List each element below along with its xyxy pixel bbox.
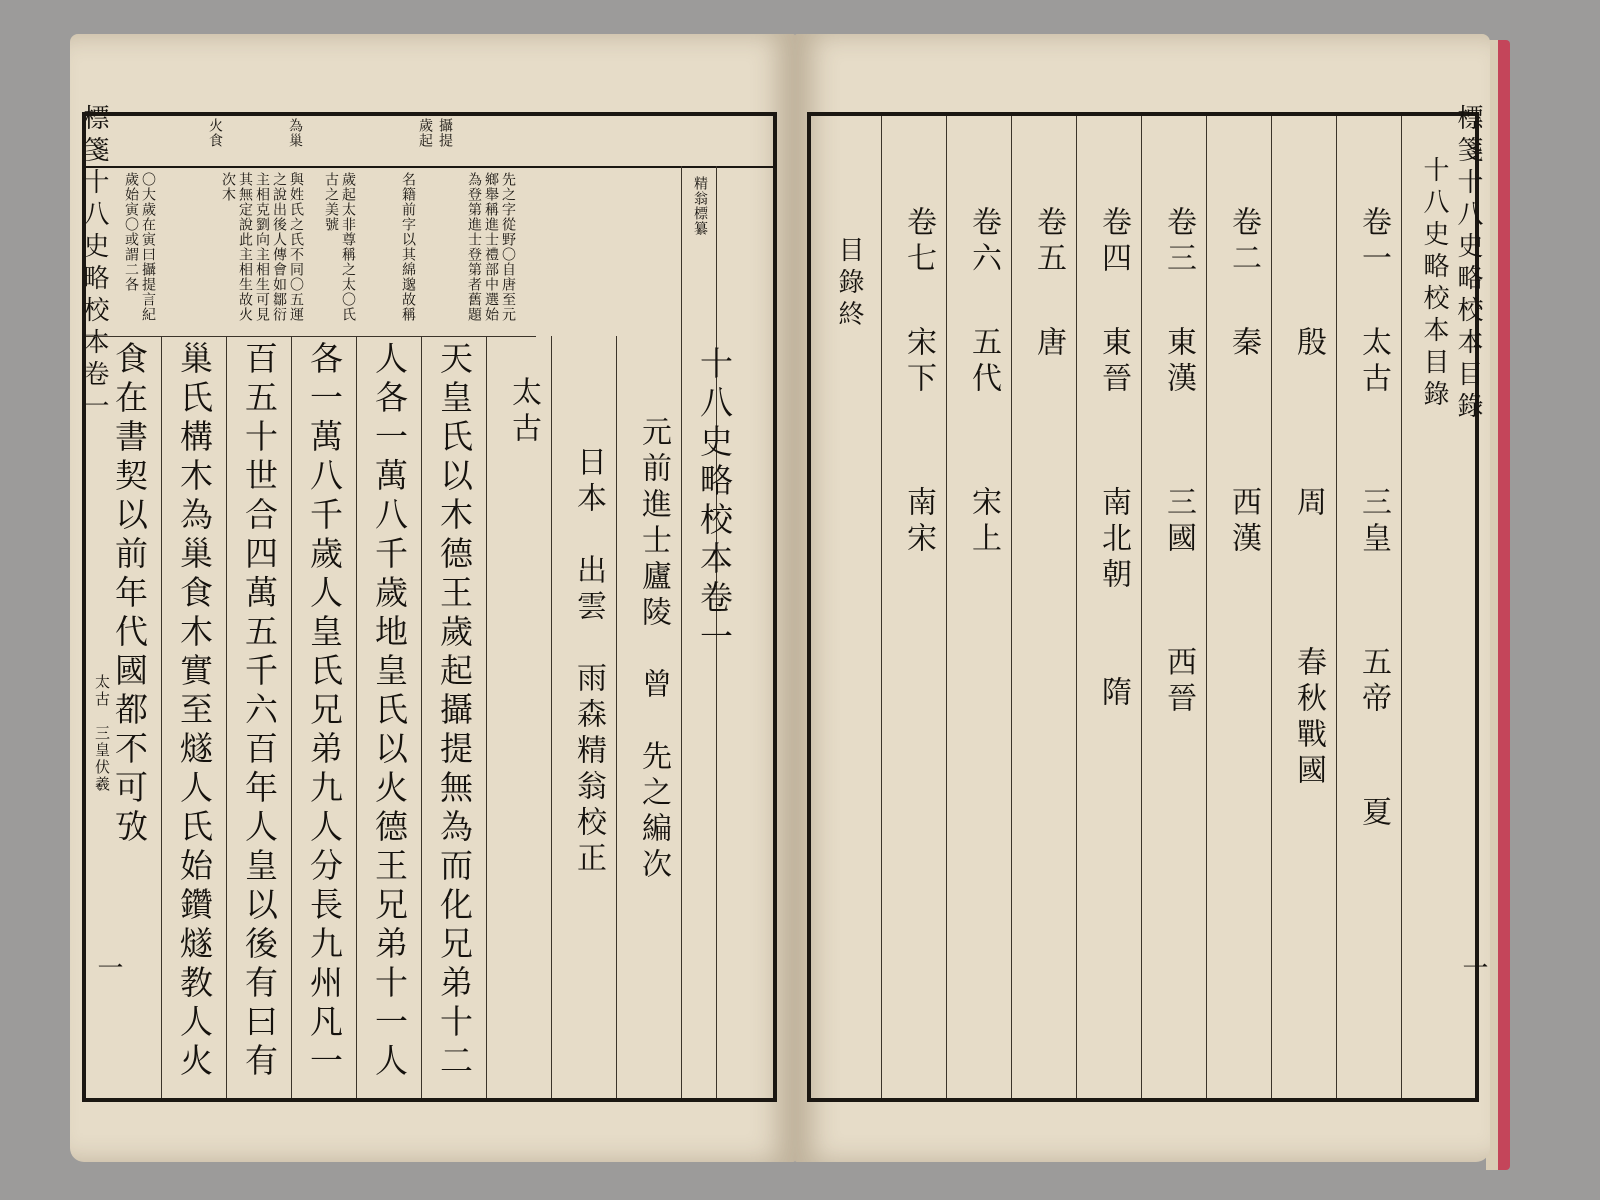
column-rule	[1141, 116, 1142, 1098]
header-note-3: 歲起	[417, 118, 433, 148]
toc-vol-4: 卷四	[1096, 206, 1131, 278]
editor-line: 日本 出雲 雨森精翁校正	[571, 446, 606, 878]
text-column-1: 天皇氏以木德王歲起攝提無為而化兄弟十二	[435, 341, 474, 1082]
toc-vol-1: 卷一	[1356, 206, 1391, 278]
toc-entry: 東漢	[1161, 326, 1196, 398]
toc-entry: 西漢	[1226, 486, 1261, 558]
toc-entry: 五代	[966, 326, 1001, 398]
commentary-col-6: 〇大歲在寅曰攝提言紀歲始寅〇或謂二各	[123, 172, 156, 322]
text-column-4: 百五十世合四萬五千六百年人皇以後有曰有	[240, 341, 279, 1082]
toc-entry: 三皇	[1356, 486, 1391, 558]
toc-title: 十八史略校本目錄	[1419, 156, 1449, 412]
toc-entry: 秦	[1226, 326, 1261, 362]
column-rule	[946, 116, 947, 1098]
toc-entry: 夏	[1356, 796, 1391, 832]
toc-entry: 周	[1291, 486, 1326, 522]
left-margin-title: 標箋十八史略校本卷一	[79, 104, 109, 424]
column-rule	[681, 166, 682, 1098]
toc-vol-2: 卷二	[1226, 206, 1261, 278]
text-column-6: 食在書契以前年代國都不可攷	[110, 341, 149, 848]
header-note-1: 火食	[207, 118, 223, 148]
commentary-band	[86, 166, 536, 337]
toc-entry: 南宋	[901, 486, 936, 558]
toc-entry: 太古	[1356, 326, 1391, 398]
header-note-4: 攝提	[437, 118, 453, 148]
right-page-number: 一	[1458, 954, 1488, 980]
column-rule	[291, 336, 292, 1098]
column-rule	[551, 336, 552, 1098]
column-rule	[356, 336, 357, 1098]
toc-end: 目錄終	[834, 236, 864, 332]
commentary-col-1: 精翁標纂	[692, 176, 708, 236]
toc-entry: 西晉	[1161, 646, 1196, 718]
right-page	[795, 34, 1490, 1162]
page-footer: 太古 三皇伏羲	[93, 674, 111, 793]
toc-entry: 五帝	[1356, 646, 1391, 718]
left-text-frame	[82, 112, 777, 1102]
right-margin-title: 標箋十八史略校本目錄	[1453, 104, 1483, 424]
commentary-col-3: 名籍前字以其綿邈故稱	[400, 172, 416, 322]
toc-entry: 三國	[1161, 486, 1196, 558]
column-rule	[881, 116, 882, 1098]
commentary-col-4: 歲起太非尊稱之太〇氏古之美號	[323, 172, 356, 322]
column-rule	[421, 336, 422, 1098]
column-rule	[1401, 116, 1402, 1098]
commentary-col-5: 與姓氏之氏不同〇五運之說出後人傳會如鄒衍主相克劉向主相生可見其無定說此主相生故火次木	[220, 172, 304, 322]
toc-entry: 東晉	[1096, 326, 1131, 398]
right-text-frame	[807, 112, 1479, 1102]
header-note-2: 為巢	[287, 118, 303, 148]
red-cover-edge	[1498, 40, 1510, 1170]
column-rule	[1076, 116, 1077, 1098]
left-page-number: 一	[93, 954, 123, 980]
column-rule	[616, 336, 617, 1098]
text-column-3: 各一萬八千歲人皇氏兄弟九人分長九州凡一	[305, 341, 344, 1082]
toc-entry: 殷	[1291, 326, 1326, 362]
toc-vol-3: 卷三	[1161, 206, 1196, 278]
column-rule	[226, 336, 227, 1098]
toc-entry: 宋下	[901, 326, 936, 398]
column-rule	[486, 336, 487, 1098]
toc-entry: 唐	[1031, 326, 1066, 362]
toc-vol-5: 卷五	[1031, 206, 1066, 278]
author-line: 元前進士廬陵 曾 先之編次	[636, 416, 671, 884]
toc-entry: 春秋戰國	[1291, 646, 1326, 790]
column-rule	[1011, 116, 1012, 1098]
volume-title: 十八史略校本卷一	[695, 346, 734, 658]
column-rule	[1336, 116, 1337, 1098]
toc-entry: 隋	[1096, 676, 1131, 712]
toc-entry: 南北朝	[1096, 486, 1131, 594]
column-rule	[1206, 116, 1207, 1098]
header-band	[86, 116, 773, 168]
column-rule	[1271, 116, 1272, 1098]
column-rule	[161, 336, 162, 1098]
text-column-2: 人各一萬八千歲地皇氏以火德王兄弟十一人	[370, 341, 409, 1082]
toc-vol-6: 卷六	[966, 206, 1001, 278]
toc-vol-7: 卷七	[901, 206, 936, 278]
commentary-col-2: 先之字從野〇自唐至元鄉舉稱進士禮部中選始為登第進士登第者舊題	[466, 172, 516, 322]
text-column-5: 巢氏構木為巢食木實至燧人氏始鑽燧教人火	[175, 341, 214, 1082]
left-page	[70, 34, 795, 1162]
toc-entry: 宋上	[966, 486, 1001, 558]
section-heading: 太古	[506, 376, 541, 448]
